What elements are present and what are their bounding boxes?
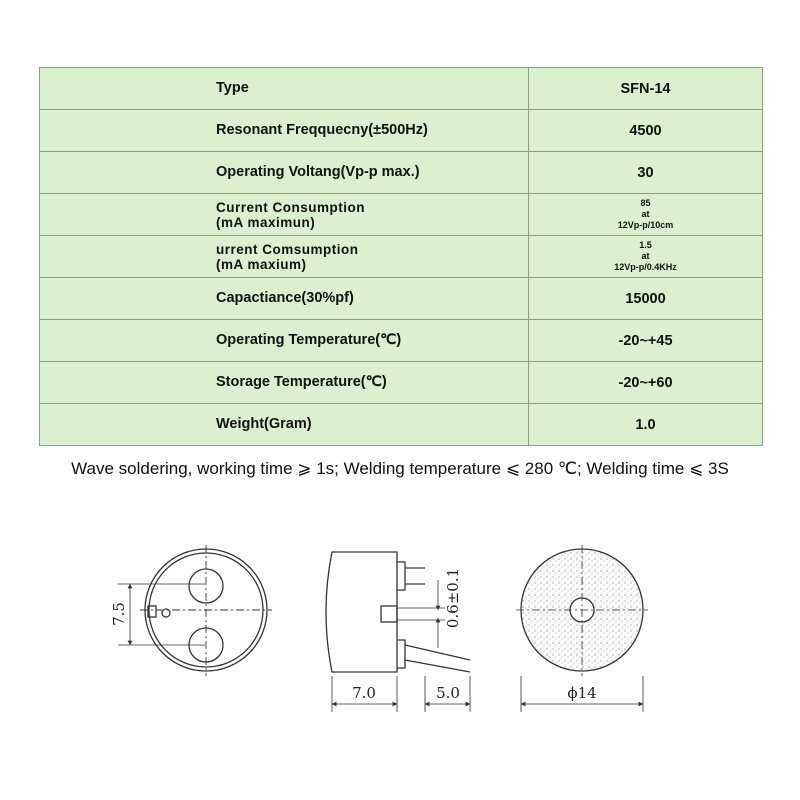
table-row [40, 362, 763, 404]
row-value: 4500 [529, 110, 763, 152]
row-value-line1: 85 [640, 198, 651, 208]
row-label: Operating Voltang(Vp-p max.) [40, 152, 529, 194]
row-label-line1: urrent Comsumption [216, 241, 359, 257]
front-view [118, 545, 272, 676]
row-label: Weight(Gram) [40, 404, 529, 446]
front-dimension-label: 7.5 [110, 602, 128, 626]
row-value-line2: at [641, 251, 650, 261]
table-row [40, 278, 763, 320]
row-value-line3: 12Vp-p/10cm [617, 220, 674, 230]
row-value [529, 194, 763, 236]
row-value-line2: at [641, 209, 650, 219]
pin-length-label: 5.0 [436, 684, 460, 702]
row-label [40, 194, 529, 236]
soldering-note: Wave soldering, working time ⩾ 1s; Welding temperature ⩽ 280 ℃; Welding time ⩽ 3S [71, 459, 729, 478]
spec-table [39, 67, 763, 446]
side-width-label: 7.0 [352, 684, 376, 702]
row-label: Storage Temperature(℃) [40, 362, 529, 404]
diameter-label: ϕ14 [567, 684, 597, 702]
row-label: Capactiance(30%pf) [40, 278, 529, 320]
row-value: SFN-14 [529, 68, 763, 110]
pin-dimension-label: 0.6±0.1 [444, 567, 462, 629]
row-label-line2: (mA maximun) [216, 214, 316, 230]
row-value: 15000 [529, 278, 763, 320]
row-label [40, 236, 529, 278]
row-value: -20~+45 [529, 320, 763, 362]
row-label: Resonant Freqquecny(±500Hz) [40, 110, 529, 152]
row-label: Type [40, 68, 529, 110]
table-row [40, 194, 763, 236]
row-value-line1: 1.5 [639, 240, 652, 250]
table-row [40, 236, 763, 278]
table-row [40, 68, 763, 110]
table-row [40, 404, 763, 446]
dimension-drawing [0, 520, 800, 750]
row-value-line3: 12Vp-p/0.4KHz [614, 262, 677, 272]
row-value: 30 [529, 152, 763, 194]
row-value: 1.0 [529, 404, 763, 446]
row-value [529, 236, 763, 278]
row-label-line2: (mA maxium) [216, 256, 307, 272]
table-row [40, 152, 763, 194]
row-value: -20~+60 [529, 362, 763, 404]
row-label: Operating Temperature(℃) [40, 320, 529, 362]
row-label-line1: Current Consumption [216, 199, 365, 215]
table-row [40, 320, 763, 362]
table-row [40, 110, 763, 152]
